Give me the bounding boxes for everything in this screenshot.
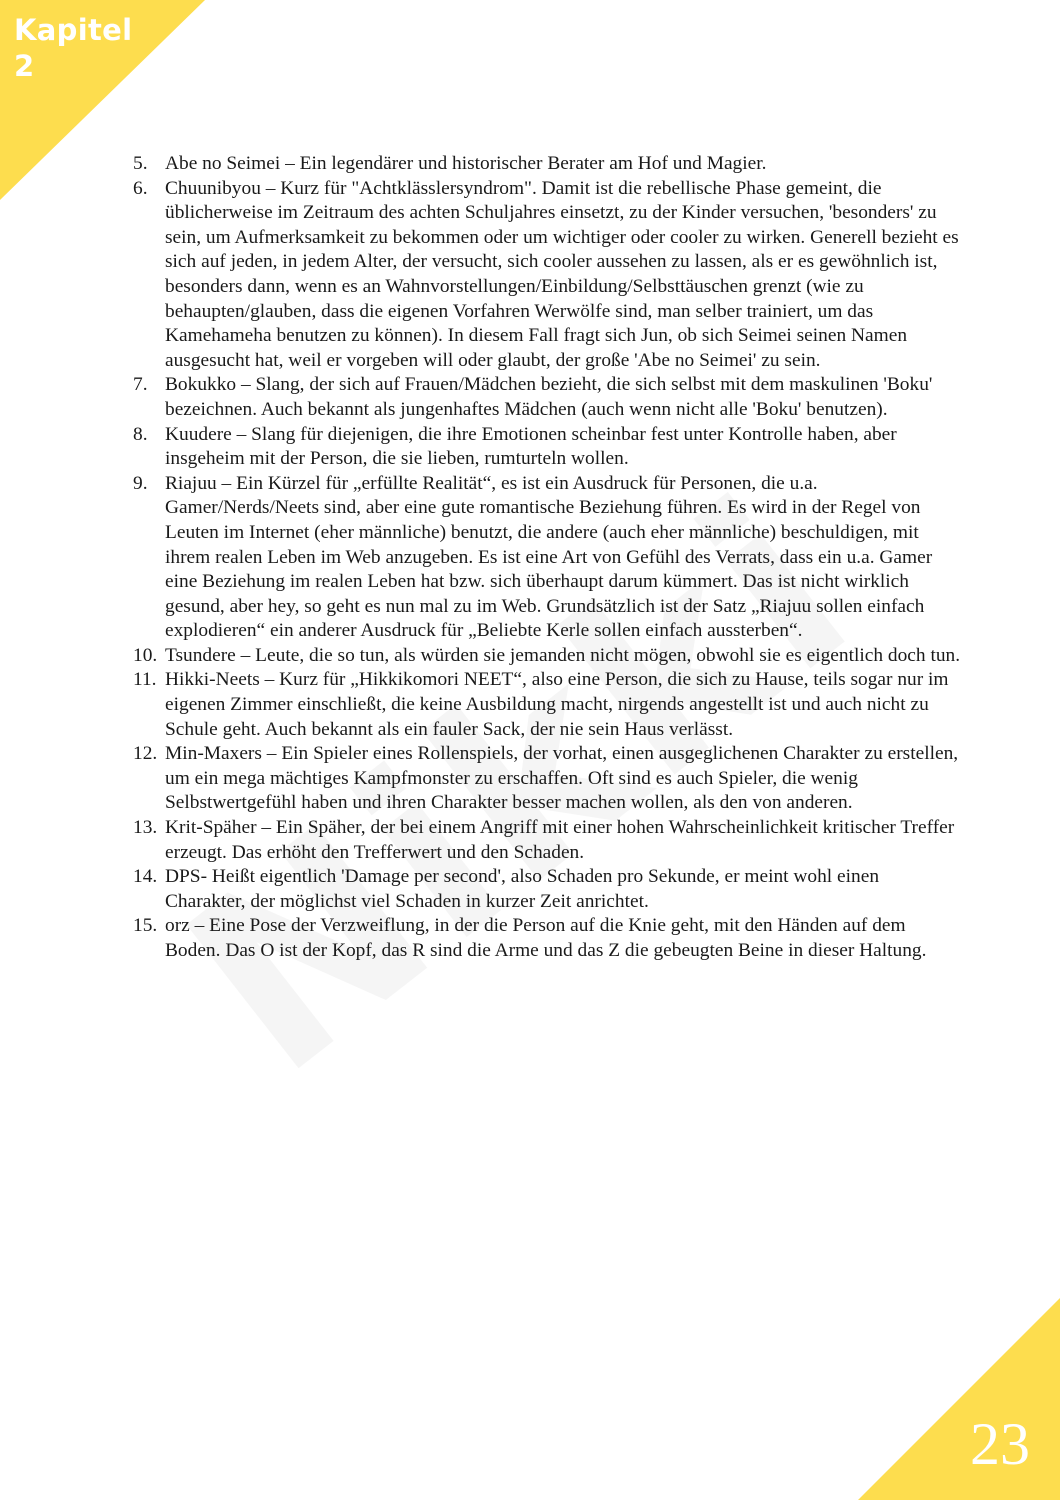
footnote-number: 13. bbox=[133, 817, 158, 839]
chapter-label-word: Kapitel bbox=[14, 13, 133, 47]
footnote-number: 11. bbox=[133, 669, 157, 691]
footnote-item bbox=[133, 816, 961, 865]
footnote-number: 6. bbox=[133, 177, 148, 199]
footnote-text: Bokukko – Slang, der sich auf Frauen/Mädchen bezieht, die sich selbst mit dem maskulinen 'Boku' bezeichnen. Auch bekannt als jungenhaftes Mädchen (auch wenn nicht alle 'Boku' benutzen). bbox=[165, 374, 933, 420]
footnote-number: 15. bbox=[133, 915, 158, 937]
footnote-item bbox=[133, 423, 961, 472]
footnote-item bbox=[133, 865, 961, 914]
footnote-text: Tsundere – Leute, die so tun, als würden sie jemanden nicht mögen, obwohl sie es eigentlich doch tun. bbox=[165, 644, 961, 666]
footnote-number: 9. bbox=[133, 472, 148, 494]
footnote-text: DPS- Heißt eigentlich 'Damage per second', also Schaden pro Sekunde, er meint wohl einen Charakter, der möglichst viel Schaden in kurzer Zeit anrichtet. bbox=[165, 866, 880, 912]
footnote-number: 10. bbox=[133, 644, 158, 666]
footnote-number: 5. bbox=[133, 153, 148, 174]
footnote-text: Hikki-Neets – Kurz für „Hikkikomori NEET“, also eine Person, die sich zu Hause, teils sogar nur im eigenen Zimmer einschließt, die keine Ausbildung macht, nirgends angestellt ist und auch nicht zu Schule geht. Auch bekannt als ein fauler Sack, der nie sein Haus verlässt. bbox=[165, 669, 949, 740]
footnote-number: 12. bbox=[133, 743, 158, 765]
footnote-number: 14. bbox=[133, 866, 158, 888]
chapter-label-number: 2 bbox=[14, 49, 35, 83]
footnote-number: 8. bbox=[133, 423, 148, 445]
footnote-text: Abe no Seimei – Ein legendärer und historischer Berater am Hof und Magier. bbox=[165, 153, 767, 174]
footnote-text: Min-Maxers – Ein Spieler eines Rollenspiels, der vorhat, einen ausgeglichenen Charakter zu erstellen, um ein mega mächtiges Kampfmonster zu erschaffen. Oft sind es auch Spieler, die wenig Selbstwertgefühl haben und ihren Charakter besser machen wollen, als den von anderen. bbox=[165, 743, 959, 814]
footnote-item bbox=[133, 644, 961, 669]
footnote-number: 7. bbox=[133, 374, 148, 396]
footnote-item bbox=[133, 914, 961, 963]
footnote-item bbox=[133, 373, 961, 422]
footnote-item bbox=[133, 152, 961, 177]
footnote-text: orz – Eine Pose der Verzweiflung, in der die Person auf die Knie geht, mit den Händen auf dem Boden. Das O ist der Kopf, das R sind die Arme und das Z die gebeugten Beine in dieser Haltung. bbox=[165, 915, 927, 961]
footnote-text: Krit-Späher – Ein Späher, der bei einem Angriff mit einer hohen Wahrscheinlichkeit kritischer Treffer erzeugt. Das erhöht den Trefferwert und den Schaden. bbox=[165, 817, 955, 863]
footnote-item bbox=[133, 472, 961, 644]
chapter-label bbox=[14, 12, 132, 84]
page-number: 23 bbox=[970, 1411, 1030, 1477]
footnote-list bbox=[133, 152, 961, 964]
footnote-text: Riajuu – Ein Kürzel für „erfüllte Realität“, es ist ein Ausdruck für Personen, die u.a. Gamer/Nerds/Neets sind, aber eine gute romantische Beziehung führen. Es wird in der Regel von Leuten im Internet (eher männliche) benutzt, die andere (auch eher männliche) beschuldigen, mit ihrem realen Leben im Web anzugeben. Es ist eine Art von Gefühl des Verrats, dass ein u.a. Gamer eine Beziehung im realen Leben hat bzw. sich überhaupt darum kümmert. Das ist nicht wirklich gesund, aber hey, so geht es nun mal zu im Web. Grundsätzlich ist der Satz „Riajuu sollen einfach explodieren“ ein anderer Ausdruck für „Beliebte Kerle sollen einfach aussterben“. bbox=[165, 472, 933, 642]
footnote-item bbox=[133, 177, 961, 374]
footnote-item bbox=[133, 742, 961, 816]
footnote-item bbox=[133, 668, 961, 742]
footnote-text: Chuunibyou – Kurz für "Achtklässlersyndrom". Damit ist die rebellische Phase gemeint, die üblicherweise im Zeitraum des achten Schuljahres einsetzt, zu der Kinder versuchen, 'besonders' zu sein, um Aufmerksamkeit zu bekommen oder um wichtiger oder cooler zu wirken. Generell bezieht es sich auf jeden, in jedem Alter, der versucht, sich cooler aussehen zu lassen, als er es gewöhnlich ist, besonders dann, wenn es an Wahnvorstellungen/Einbildung/Selbsttäuschen grenzt (wie zu behaupten/glauben, dass die eigenen Vorfahren Werwölfe sind, man selber trainiert, um das Kamehameha benutzen zu können). In diesem Fall fragt sich Jun, ob sich Seimei seinen Namen ausgesucht hat, weil er vorgeben will oder glaubt, der große 'Abe no Seimei' zu sein. bbox=[165, 177, 959, 371]
footnote-text: Kuudere – Slang für diejenigen, die ihre Emotionen scheinbar fest unter Kontrolle haben, aber insgeheim mit der Person, die sie lieben, rumturteln wollen. bbox=[165, 423, 897, 470]
